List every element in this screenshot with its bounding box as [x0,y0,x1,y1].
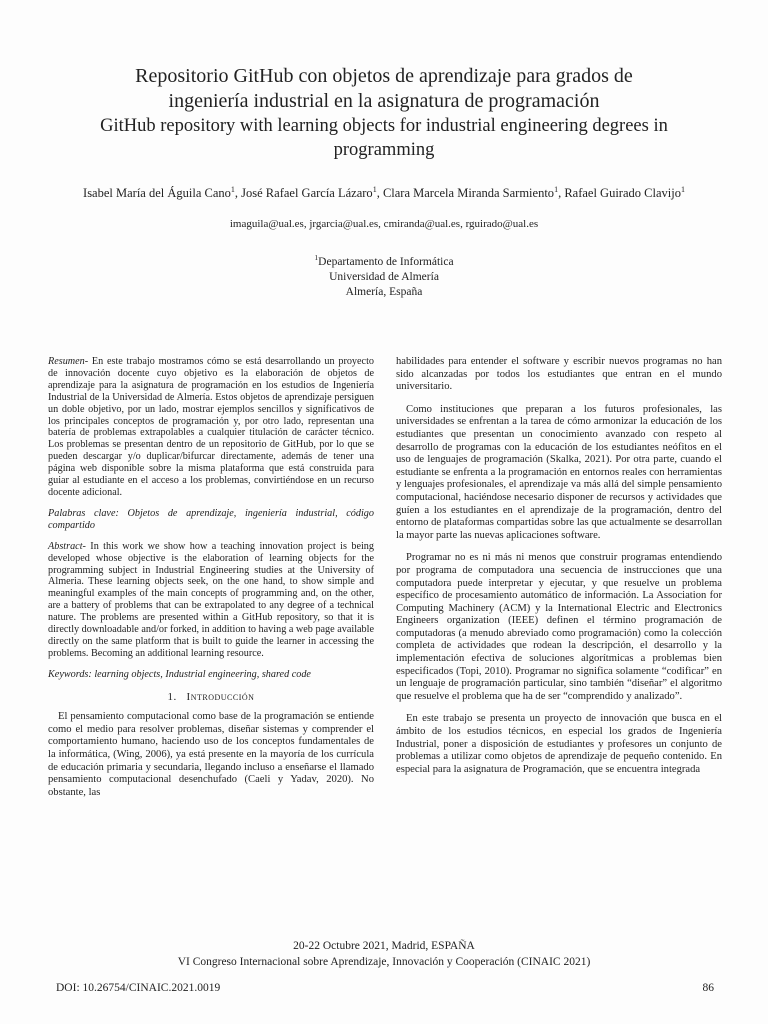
palabras-clave: Palabras clave: Objetos de aprendizaje, ingeniería industrial, código compartido [48,507,374,531]
department: $^1$Departamento de Informática [314,253,454,268]
author: Isabel María del Águila Cano$^1$ [83,185,235,201]
abstract-text: In this work we show how a teaching innovation project is being developed whose objective is the elaboration of learning objects for the programming subject in Industrial Engineering studies at the University of Almeria. These learning objects seek, on the one hand, to show simple and meaningful examples of the main concepts of programming and, on the other, are a battery of problems that can be extrapolated to any degree of a technical nature. The problems are presented within a GitHub repository, so that it is directly downloadable and/or forked, in addition to having a web page available directly on the same platform that is built to guide the learner in accessing the problems. Becoming an additional learning resource. [48,540,374,659]
resumen-label: Resumen- [48,356,89,367]
body-paragraph: habilidades para entender el software y escribir nuevos programas no han sido alcanzadas por todos los estudiantes que entran en el mundo universitario. [396,356,722,393]
spanish-title-line2: ingeniería industrial en la asignatura de programación [168,90,600,112]
body-paragraph: Como instituciones que preparan a los futuros profesionales, las universidades se enfrentan a la tarea de cómo armonizar la educación de los estudiantes que presentan un conocimiento avanzado con respeto al desarrollo de programas con la educación de los estudiantes neófitos en el uso de lenguajes de programación (Skalka, 2021). Por otra parte, cuando el estudiante se enfrenta a la programación en entornos reales con herramientas y lenguajes profesionales, el aprendizaje va más allá del simple pensamiento computacional, haciéndose necesario disponer de recursos y actividades que guíen a los estudiantes en el aprendizaje de la programación, dentro del entorno de plataformas compartidas sobre las que actualmente se desarrollan la mayor parte las nuevas aplicaciones software. [396,403,722,541]
body-paragraph: Programar no es ni más ni menos que construir programas entendiendo por programa de computadora una secuencia de instrucciones que una computadora puede interpretar y ejecutar, y que resuelve un problema específico de procesamiento automático de información. La Association for Computing Machinery (ACM) y la International Electric and Electronics Engineers organization (IEEE) definen el término programación de computadoras (a menudo abreviado como programación) como la colección completa de actividades que rodean la descripción, el desarrollo y la implementación efectiva de soluciones algorítmicas a problemas bien especificados (Topi, 2010). Programar no significa solamente “codificar” en un lenguaje de programación particular, sino también “diseñar” el algoritmo que resuelve el problema que ha de ser “comprendido y analizado”. [396,552,722,702]
resumen [48,356,374,499]
spanish-title [40,64,728,114]
author: Clara Marcela Miranda Sarmiento$^1$ [382,185,559,201]
resumen-text: En este trabajo mostramos cómo se está desarrollando un proyecto de innovación docente cuyo objetivo es la elaboración de objetos de aprendizaje para la asignatura de programación en los estudios de Ingeniería Industrial de la Universidad de Almería. Estos objetos de aprendizaje persiguen un doble objetivo, por un lado, mostrar ejemplos sencillos y significativos de los principales conceptos de programación y, por otro lado, representan una batería de problemas extrapolables a cualquier titulación de carácter técnico. Los problemas se presentan dentro de un repositorio de GitHub, por lo que se pueden descargar y/o duplicar/bifurcar directamente, además de tener una página web disponible sobre la misma plataforma que está construida para guiar al estudiante en el acceso a los problemas, convirtiéndose en un recurso docente adicional. [48,356,374,498]
left-column [48,356,374,808]
footer-congress: VI Congreso Internacional sobre Aprendizaje, Innovación y Cooperación (CINAIC 2021) [177,956,591,968]
section-heading-introduccion: 1. Introducción [167,690,255,703]
author-emails: imaguila@ual.es, jrgarcia@ual.es, cmiranda@ual.es, rguirado@ual.es [229,218,539,230]
author-list: Isabel María del Águila Cano$^1$, José Rafael García Lázaro$^1$, Clara Marcela Miranda Sarmiento$^1$, Rafael Guirado Clavijo$^1$ [83,185,685,201]
author: Rafael Guirado Clavijo$^1$ [564,185,685,201]
university: Universidad de Almería [329,270,439,283]
author: José Rafael García Lázaro$^1$ [241,185,377,201]
english-title-line1: GitHub repository with learning objects for industrial engineering degrees in [100,116,668,136]
affiliation [40,250,728,300]
spanish-title-line1: Repositorio GitHub con objetos de aprendizaje para grados de [135,65,633,87]
body-paragraph: En este trabajo se presenta un proyecto de innovación que busca en el ámbito de los estudios técnicos, en especial los grados de Ingeniería Industrial, poner a disposición de estudiantes y profesores un conjunto de problemas a utilizar como objetos de aprendizaje de pequeño contenido. En especial para la asignatura de Programación, que se encuentra integrada [396,713,722,775]
location: Almería, España [345,285,423,298]
abstract-label: Abstract- [48,540,86,552]
page-number: 86 [702,982,714,994]
right-column [396,356,722,786]
abstract [48,541,374,660]
page-footer [40,938,728,970]
footer-date-place: 20-22 Octubre 2021, Madrid, ESPAÑA [293,940,475,952]
paper-title [40,64,728,162]
english-title [40,114,728,162]
doi: DOI: 10.26754/CINAIC.2021.0019 [56,982,221,994]
body-paragraph: El pensamiento computacional como base de la programación se entiende como el medio para resolver problemas, diseñar sistemas y comprender el comportamiento humano, haciendo uso de los conceptos fundamentales de la informática, (Wing, 2006), ya está presente en la mayoría de los currícula de educación primaria y secundaria, llegando incluso a enseñarse el llamado pensamiento computacional desenchufado (Caeli y Yadav, 2020). No obstante, las [48,711,374,798]
keywords: Keywords: learning objects, Industrial engineering, shared code [48,668,311,680]
english-title-line2: programming [333,140,435,160]
